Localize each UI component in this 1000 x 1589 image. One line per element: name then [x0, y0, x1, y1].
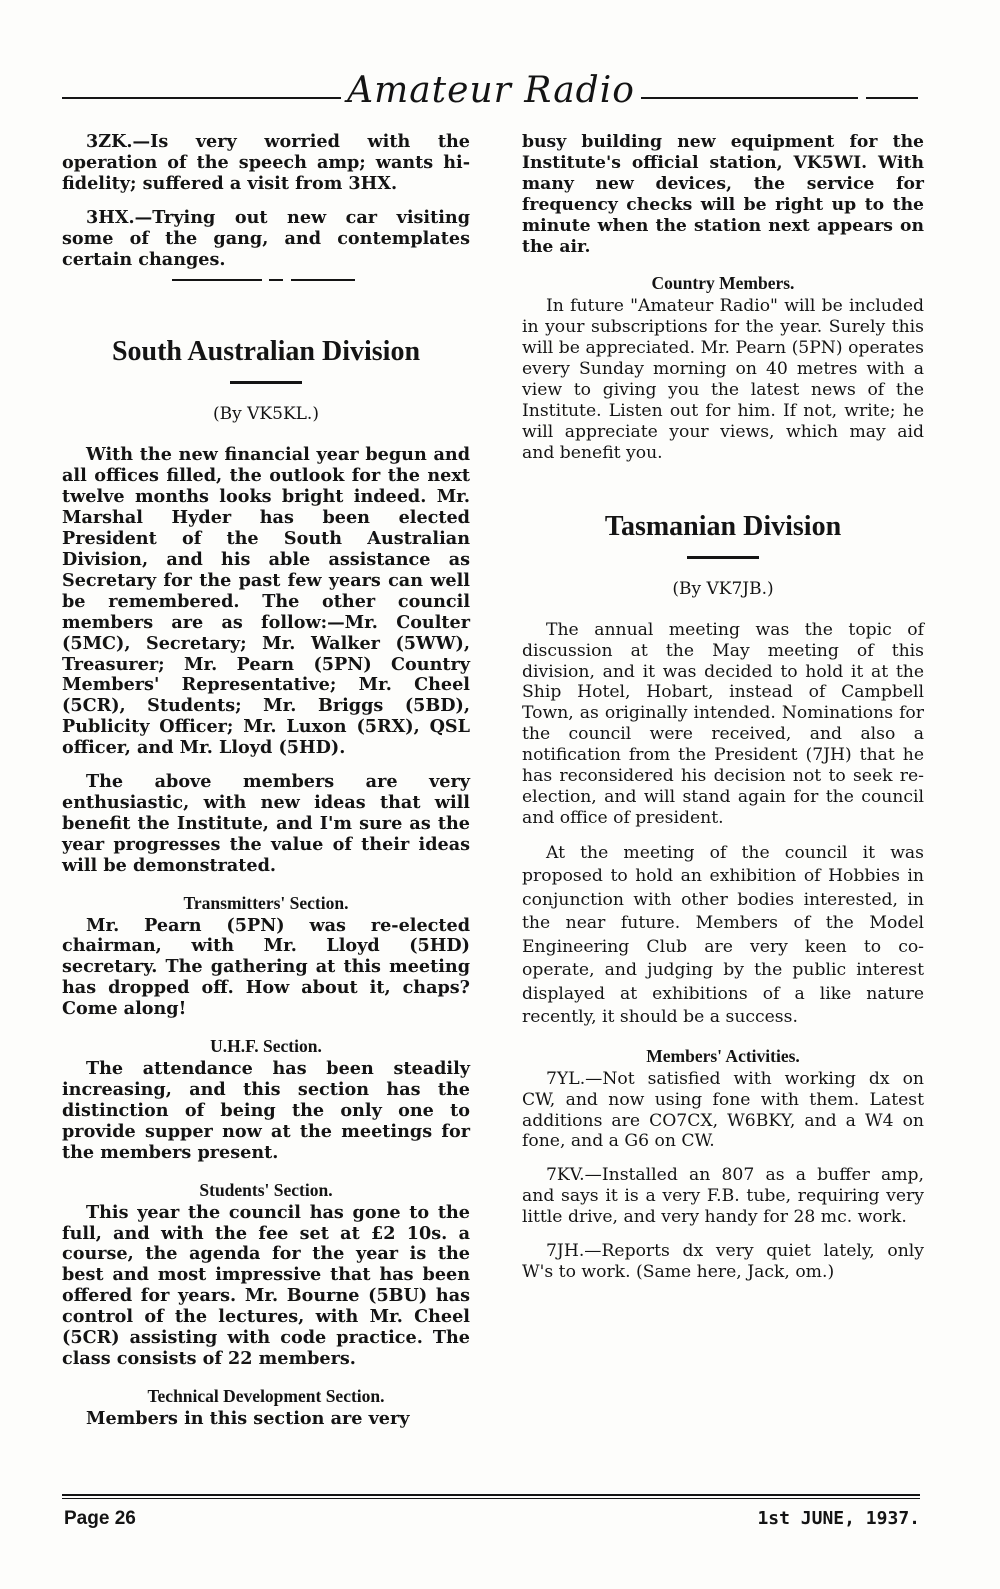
- subhead-technical: Technical Development Section.: [147, 1385, 385, 1406]
- subhead-students: Students' Section.: [199, 1179, 333, 1200]
- title-rule: [230, 381, 302, 384]
- subhead-members-activities: Members' Activities.: [646, 1045, 800, 1066]
- paragraph-continued: busy building new equipment for the Institute's official station, VK5WI. With many new devices, the service for frequency checks will be right up to the minute when the station next appears on the air.: [522, 132, 924, 257]
- subhead-uhf: U.H.F. Section.: [210, 1036, 322, 1057]
- activity-7yl: 7YL.—Not satisfied with working dx on CW, and now using fone with them. Latest additions are CO7CX, W6BKY, and a W4 on fone, and a G6 on CW.: [522, 1068, 924, 1152]
- activity-7jh: 7JH.—Reports dx very quiet lately, only W's to work. (Same here, Jack, om.): [522, 1241, 924, 1282]
- masthead-title: Amateur Radio: [341, 70, 641, 111]
- right-column: [522, 132, 924, 1296]
- paragraph-students: This year the council has gone to the full, and with the fee set at £2 10s. a course, the agenda for the year is the best and most impressive that has been offered for years. Mr. Bourne (5BU) has control of the lectures, with Mr. Cheel (5CR) assisting with code practice. The class consists of 22 members.: [62, 1201, 470, 1369]
- paragraph-sa-1: With the new financial year begun and all offices filled, the outlook for the next twelve months looks bright indeed. Mr. Marshal Hyder has been elected President of the South Australian Division, and his able assistance as Secretary for the past few years can well be remembered. The other council members are as follow:—Mr. Coulter (5MC), Secretary; Mr. Walker (5WW), Treasurer; Mr. Pearn (5PN) Country Members' Representative; Mr. Cheel (5CR), Students; Mr. Briggs (5BD), Publicity Officer; Mr. Luxon (5RX), QSL officer, and Mr. Lloyd (5HD).: [62, 444, 470, 759]
- paragraph-3hx: 3HX.—Trying out new car visiting some of the gang, and contemplates certain changes.: [62, 206, 470, 270]
- footer-rule-thin: [62, 1498, 920, 1499]
- page-footer: [62, 1494, 920, 1529]
- paragraph-tas-1: The annual meeting was the topic of discussion at the May meeting of this division, and it was decided to hold it at the Ship Hotel, Hobart, instead of Campbell Town, as originally intended. Nominations for the council were received, and also a notification from the President (7JH) that he has reconsidered his decision not to seek re-election, and will stand again for the council and office of president.: [522, 619, 924, 828]
- section-divider: [62, 274, 470, 284]
- byline-vk7jb: (By VK7JB.): [672, 578, 774, 599]
- paragraph-sa-2: The above members are very enthusiastic, with new ideas that will benefit the Institute, and I'm sure as the year progresses the value of their ideas will be demonstrated.: [62, 771, 470, 876]
- activity-7kv: 7KV.—Installed an 807 as a buffer amp, and says it is a very F.B. tube, requiring very little drive, and very handy for 28 mc. work.: [522, 1165, 924, 1228]
- paragraph-uhf: The attendance has been steadily increasing, and this section has the distinction of being the only one to provide supper now at the meetings for the members present.: [62, 1058, 470, 1163]
- footer-rule: [62, 1494, 920, 1496]
- paragraph-technical: Members in this section are very: [86, 1407, 410, 1429]
- section-title-south-australian: South Australian Division: [111, 336, 421, 368]
- left-column: [62, 132, 470, 1443]
- page-number: Page 26: [64, 1508, 136, 1529]
- paragraph-3zk: 3ZK.—Is very worried with the operation of the speech amp; wants hi-fidelity; suffered a visit from 3HX.: [62, 131, 470, 194]
- paragraph-transmitters: Mr. Pearn (5PN) was re-elected chairman, with Mr. Lloyd (5HD) secretary. The gathering at this meeting has dropped off. How about it, chaps? Come along!: [62, 914, 470, 1020]
- subhead-transmitters: Transmitters' Section.: [183, 892, 349, 913]
- masthead: [62, 68, 920, 124]
- issue-date: 1st JUNE, 1937.: [757, 1508, 920, 1529]
- subhead-country-members: Country Members.: [651, 273, 795, 294]
- title-rule: [687, 556, 759, 559]
- paragraph-tas-2: At the meeting of the council it was proposed to hold an exhibition of Hobbies in conjunction with other bodies interested, in the near future. Members of the Model Engineering Club are very keen to co-operate, and judging by the public interest displayed at exhibitions of a like nature recently, it should be a success.: [522, 842, 924, 1028]
- paragraph-country-members: In future "Amateur Radio" will be included in your subscriptions for the year. Surely this will be appreciated. Mr. Pearn (5PN) operates every Sunday morning on 40 metres with a view to giving you the latest news of the Institute. Listen out for him. If not, write; he will appreciate your views, which may aid and benefit you.: [522, 296, 924, 463]
- byline-vk5kl: (By VK5KL.): [213, 404, 319, 425]
- section-title-tasmanian: Tasmanian Division: [604, 510, 842, 542]
